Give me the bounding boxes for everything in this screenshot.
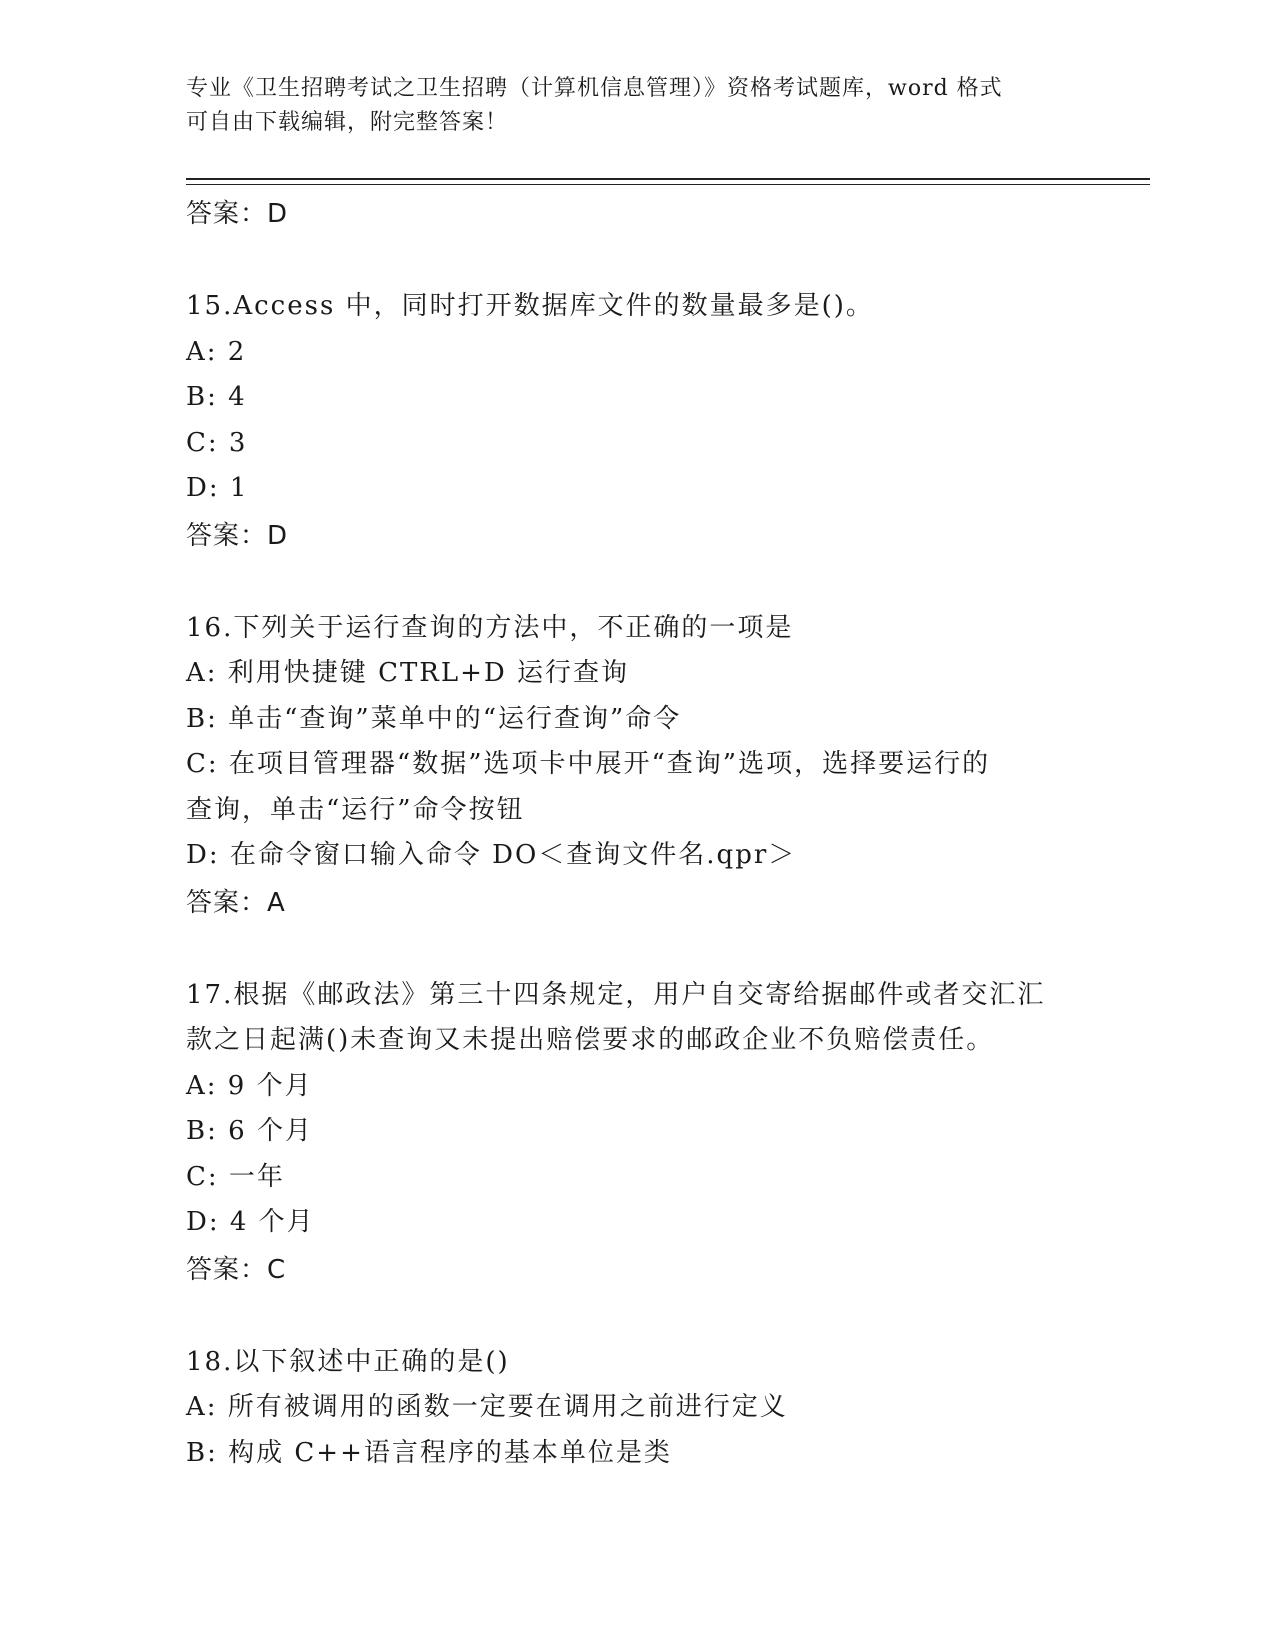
header-line: 可自由下载编辑，附完整答案！ bbox=[186, 110, 509, 135]
option-a: A: 2 bbox=[186, 336, 247, 367]
header-line: 专业《卫生招聘考试之卫生招聘（计算机信息管理）》资格考试题库，word 格式 bbox=[186, 76, 1003, 101]
option-a: A: 利用快捷键 CTRL+D 运行查询 bbox=[186, 658, 630, 688]
question-text: 18.以下叙述中正确的是() bbox=[186, 1346, 510, 1377]
option-b: B: 构成 C++语言程序的基本单位是类 bbox=[186, 1437, 672, 1468]
question-15 bbox=[186, 284, 1086, 512]
question-text: 16.下列关于运行查询的方法中，不正确的一项是 bbox=[186, 612, 794, 643]
question-text: 17.根据《邮政法》第三十四条规定，用户自交寄给据邮件或者交汇汇 bbox=[186, 979, 1046, 1010]
question-16 bbox=[186, 606, 1086, 879]
option-d: D: 1 bbox=[186, 473, 249, 503]
option-d: D: 4 个月 bbox=[186, 1207, 315, 1237]
option-a: A: 9 个月 bbox=[186, 1070, 313, 1101]
answer-line: 答案：C bbox=[186, 1254, 287, 1285]
option-c-continued: 查询，单击“运行”命令按钮 bbox=[186, 794, 525, 825]
question-18 bbox=[186, 1340, 1086, 1477]
option-d: D: 在命令窗口输入命令 DO＜查询文件名.qpr＞ bbox=[186, 840, 797, 870]
question-17 bbox=[186, 973, 1086, 1246]
option-b: B: 单击“查询”菜单中的“运行查询”命令 bbox=[186, 703, 682, 734]
question-list bbox=[186, 190, 1086, 1476]
answer-line: 答案：D bbox=[186, 520, 289, 551]
answer-line: 答案：D bbox=[186, 199, 289, 229]
header-rule bbox=[186, 178, 1150, 180]
answer-line: 答案：A bbox=[186, 887, 286, 918]
option-c: C: 一年 bbox=[186, 1161, 285, 1192]
option-a: A: 所有被调用的函数一定要在调用之前进行定义 bbox=[186, 1392, 788, 1422]
question-text-continued: 款之日起满()未查询又未提出赔偿要求的邮政企业不负赔偿责任。 bbox=[186, 1025, 995, 1055]
header-rule-thin bbox=[186, 184, 1150, 185]
option-b: B: 6 个月 bbox=[186, 1116, 313, 1146]
option-b: B: 4 bbox=[186, 382, 247, 412]
option-c: C: 3 bbox=[186, 427, 248, 458]
option-c: C: 在项目管理器“数据”选项卡中展开“查询”选项，选择要运行的 bbox=[186, 749, 991, 779]
question-text: 15.Access 中，同时打开数据库文件的数量最多是()。 bbox=[186, 291, 874, 321]
document-header bbox=[186, 72, 1086, 140]
